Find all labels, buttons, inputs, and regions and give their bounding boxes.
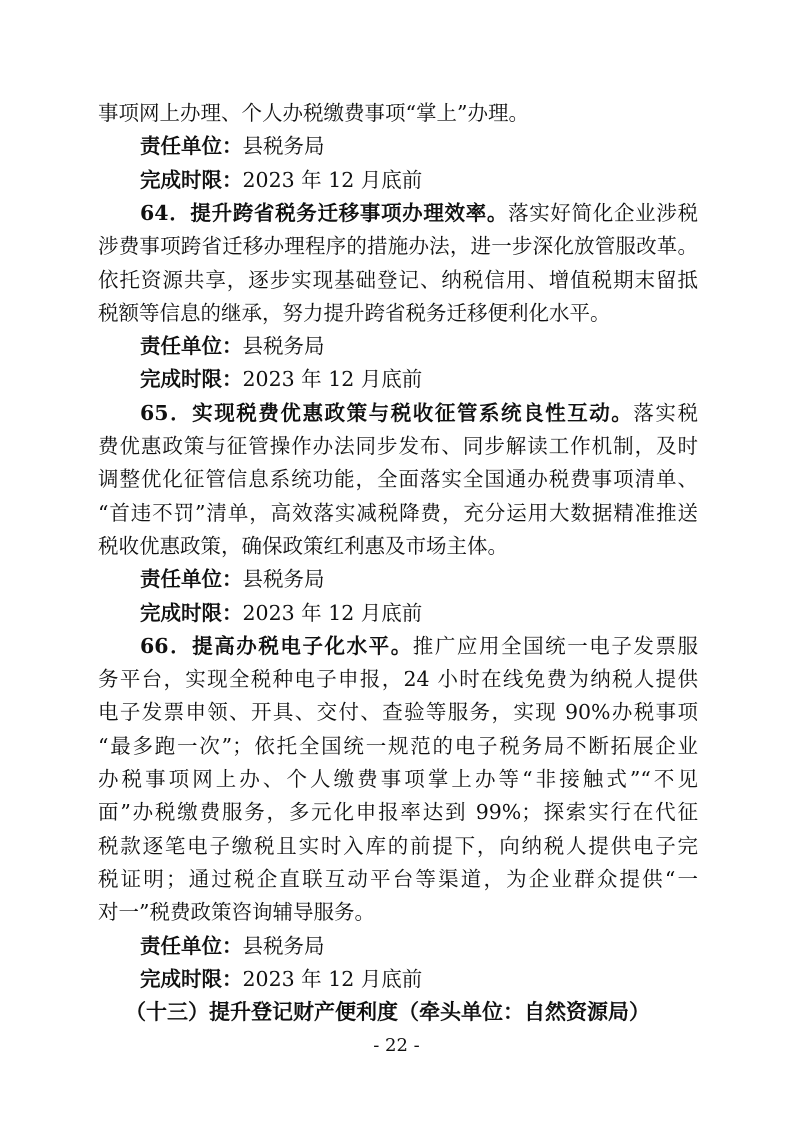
item-66-text: 推广应用全国统一电子发票服	[412, 633, 698, 658]
deadline-label: 完成时限：	[140, 367, 243, 392]
responsible-unit-line	[140, 564, 740, 594]
responsible-unit-line	[140, 931, 740, 961]
paragraph-line: 对一”税费政策咨询辅导服务。	[98, 900, 375, 925]
paragraph-line: “首违不罚”清单，高效落实减税降费，充分运用大数据精准推送	[98, 500, 698, 525]
paragraph-line: 务平台，实现全税种电子申报，24 小时在线免费为纳税人提供	[98, 667, 698, 692]
deadline-line	[140, 964, 740, 994]
paragraph-line: 电子发票申领、开具、交付、查验等服务，实现 90%办税事项	[98, 700, 698, 725]
responsible-unit-label: 责任单位：	[140, 933, 243, 958]
deadline-value: 2023 年 12 月底前	[242, 167, 423, 192]
item-65-title: 65．实现税费优惠政策与税收征管系统良性互动。	[140, 400, 634, 425]
page-number: - 22 -	[373, 1035, 420, 1057]
item-64-text: 落实好简化企业涉税	[508, 200, 699, 225]
deadline-label: 完成时限：	[140, 600, 243, 625]
deadline-line	[140, 165, 740, 195]
paragraph-line: 面”办税缴费服务，多元化申报率达到 99%；探索实行在代征	[98, 800, 698, 825]
paragraph-line: 调整优化征管信息系统功能，全面落实全国通办税费事项清单、	[98, 467, 698, 492]
deadline-line	[140, 364, 740, 394]
responsible-unit-line	[140, 331, 740, 361]
responsible-unit-value: 县税务局	[242, 933, 325, 958]
responsible-unit-value: 县税务局	[242, 567, 325, 592]
section-13-heading: （十三）提升登记财产便利度（牵头单位：自然资源局）	[125, 999, 650, 1025]
responsible-unit-label: 责任单位：	[140, 567, 243, 592]
item-65-text: 落实税	[633, 400, 698, 425]
deadline-value: 2023 年 12 月底前	[242, 966, 423, 991]
deadline-label: 完成时限：	[140, 966, 243, 991]
paragraph-line: 涉费事项跨省迁移办理程序的措施办法，进一步深化放管服改革。	[98, 234, 698, 259]
paragraph-line: 税款逐笔电子缴税且实时入库的前提下，向纳税人提供电子完	[98, 833, 698, 858]
paragraph-line: 税额等信息的继承，努力提升跨省税务迁移便利化水平。	[98, 300, 611, 325]
responsible-unit-label: 责任单位：	[140, 134, 243, 159]
paragraph-line: 依托资源共享，逐步实现基础登记、纳税信用、增值税期末留抵	[98, 267, 698, 292]
deadline-value: 2023 年 12 月底前	[242, 367, 423, 392]
paragraph-line: 事项网上办理、个人办税缴费事项“掌上”办理。	[98, 101, 529, 125]
item-64-first-line	[140, 198, 698, 228]
item-66-title: 66．提高办税电子化水平。	[140, 633, 413, 658]
deadline-label: 完成时限：	[140, 167, 243, 192]
responsible-unit-line	[140, 131, 740, 161]
deadline-line	[140, 598, 740, 628]
responsible-unit-label: 责任单位：	[140, 334, 243, 359]
item-64-title: 64．提升跨省税务迁移事项办理效率。	[140, 200, 509, 225]
paragraph-line: 费优惠政策与征管操作办法同步发布、同步解读工作机制，及时	[98, 434, 698, 458]
paragraph-line: 办税事项网上办、个人缴费事项掌上办等“非接触式”“不见	[98, 767, 698, 791]
item-66-first-line	[140, 631, 698, 661]
paragraph-line: 税证明；通过税企直联互动平台等渠道，为企业群众提供“一	[98, 866, 698, 891]
responsible-unit-value: 县税务局	[242, 134, 325, 159]
deadline-value: 2023 年 12 月底前	[242, 600, 423, 625]
paragraph-line: 税收优惠政策，确保政策红利惠及市场主体。	[98, 533, 508, 558]
item-65-first-line	[140, 398, 698, 428]
paragraph-line: “最多跑一次”；依托全国统一规范的电子税务局不断拓展企业	[98, 733, 698, 758]
responsible-unit-value: 县税务局	[242, 334, 325, 359]
